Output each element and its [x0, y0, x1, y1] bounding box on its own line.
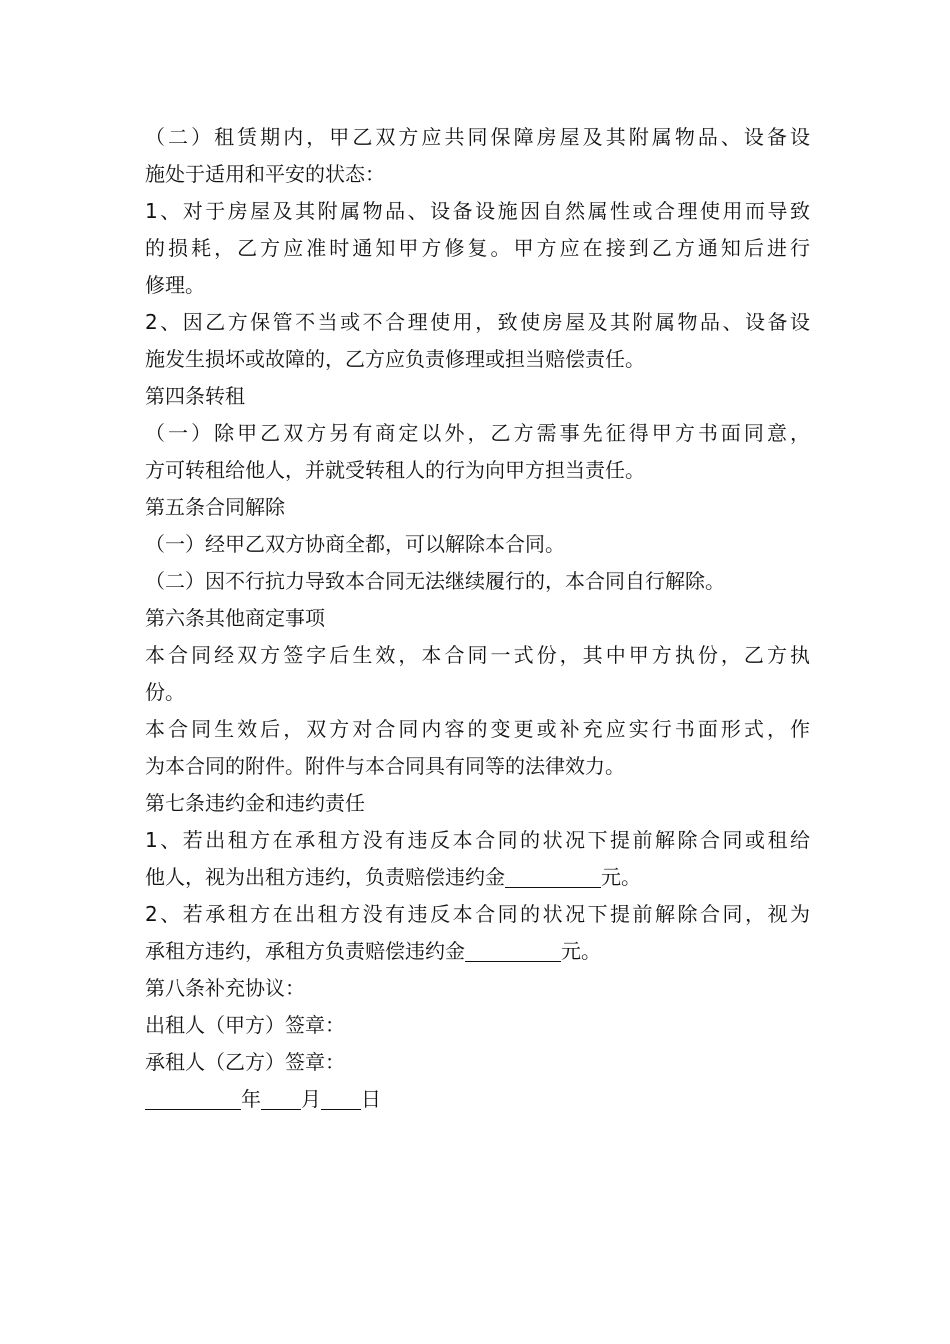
text-line: 施发生损坏或故障的，乙方应负责修理或担当赔偿责任。	[145, 347, 645, 371]
penalty-1-prefix: 他人，视为出租方违约，负责赔偿违约金	[145, 865, 505, 889]
lessor-signature-line: 出租人（甲方）签章：	[145, 1013, 345, 1037]
section-heading: 第八条补充协议：	[145, 976, 305, 1000]
text-line: 为本合同的附件。附件与本合同具有同等的法律效力。	[145, 754, 625, 778]
text-line: 2、若承租方在出租方没有违反本合同的状况下提前解除合同，视为	[145, 902, 810, 926]
text-line: 1、若出租方在承租方没有违反本合同的状况下提前解除合同或租给	[145, 828, 810, 852]
month-blank	[261, 1085, 301, 1110]
text-line: 本合同生效后，双方对合同内容的变更或补充应实行书面形式，作	[145, 717, 810, 741]
day-label: 日	[361, 1087, 381, 1111]
text-line: 2、因乙方保管不当或不合理使用，致使房屋及其附属物品、设备设	[145, 310, 810, 334]
text-line: 施处于适用和平安的状态：	[145, 162, 385, 186]
text-line: （一）除甲乙双方另有商定以外，乙方需事先征得甲方书面同意，	[145, 421, 810, 445]
year-blank	[145, 1085, 241, 1110]
section-heading: 第六条其他商定事项	[145, 606, 325, 630]
penalty-2-suffix: 元。	[561, 939, 601, 963]
text-line: 修理。	[145, 273, 205, 297]
lessee-signature-line: 承租人（乙方）签章：	[145, 1050, 345, 1074]
text-line: 份。	[145, 680, 185, 704]
penalty-1-suffix: 元。	[601, 865, 641, 889]
day-blank	[321, 1085, 361, 1110]
year-label: 年	[241, 1087, 261, 1111]
section-heading: 第七条违约金和违约责任	[145, 791, 365, 815]
penalty-2-prefix: 承租方违约，承租方负责赔偿违约金	[145, 939, 465, 963]
section-heading: 第四条转租	[145, 384, 245, 408]
section-heading: 第五条合同解除	[145, 495, 285, 519]
penalty-line-1	[145, 859, 810, 896]
text-line: 方可转租给他人，并就受转租人的行为向甲方担当责任。	[145, 458, 645, 482]
penalty-1-blank	[505, 863, 601, 888]
text-line: （一）经甲乙双方协商全都，可以解除本合同。	[145, 532, 565, 556]
text-line: 本合同经双方签字后生效，本合同一式份，其中甲方执份，乙方执	[145, 643, 810, 667]
text-line: 的损耗，乙方应准时通知甲方修复。甲方应在接到乙方通知后进行	[145, 236, 810, 260]
penalty-2-blank	[465, 937, 561, 962]
text-line: （二）租赁期内，甲乙双方应共同保障房屋及其附属物品、设备设	[145, 125, 810, 149]
date-line	[145, 1081, 810, 1118]
penalty-line-2	[145, 933, 810, 970]
text-line: 1、对于房屋及其附属物品、设备设施因自然属性或合理使用而导致	[145, 199, 810, 223]
contract-text	[145, 119, 810, 1118]
month-label: 月	[301, 1087, 321, 1111]
text-line: （二）因不行抗力导致本合同无法继续履行的，本合同自行解除。	[145, 569, 725, 593]
